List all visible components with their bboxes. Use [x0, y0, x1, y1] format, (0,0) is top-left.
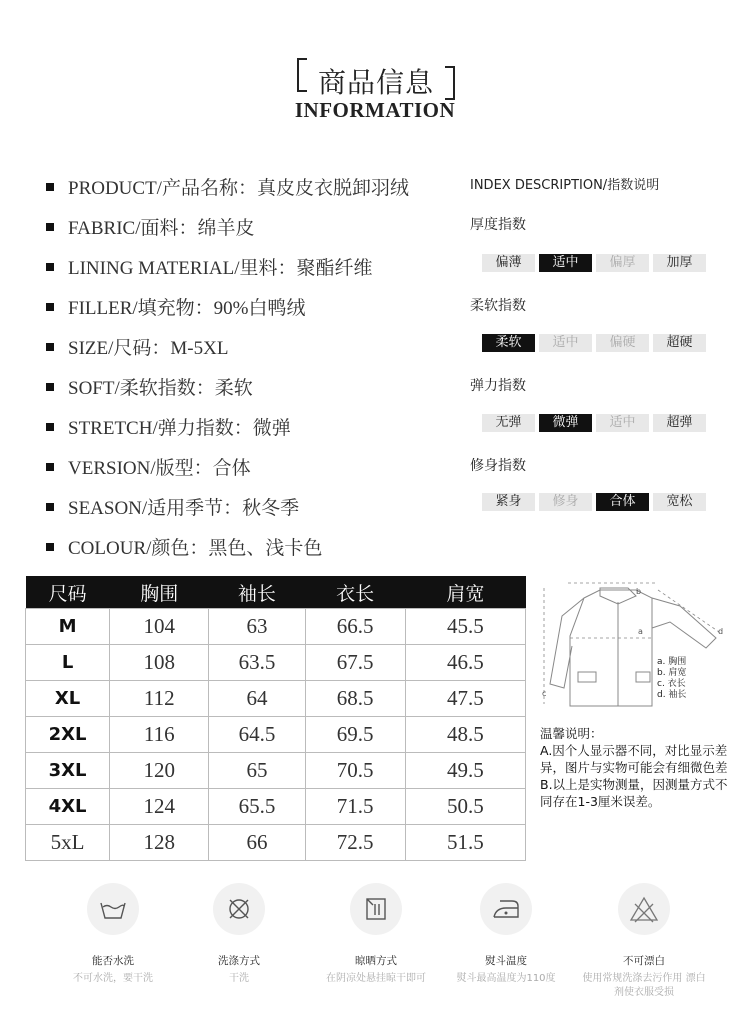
care-name: 不可漂白 — [623, 955, 665, 967]
info-colour: COLOUR/颜色：黑色、浅卡色 — [46, 533, 322, 560]
bullet-icon — [46, 183, 54, 191]
info-soft: SOFT/柔软指数：柔软 — [46, 373, 253, 400]
column-header: 袖长 — [209, 576, 305, 609]
table-cell: L — [26, 645, 110, 681]
column-header: 尺码 — [26, 576, 110, 609]
diagram-label-d: d — [718, 627, 724, 636]
table-cell: 124 — [110, 789, 209, 825]
table-cell: XL — [26, 681, 110, 717]
scale-option: 偏硬 — [596, 334, 649, 352]
scale-option: 适中 — [596, 414, 649, 432]
care-desc: 熨斗最高温度为110度 — [456, 973, 556, 984]
table-cell: 128 — [110, 825, 209, 861]
size-table — [25, 576, 526, 861]
legend-item: d. 袖长 — [657, 690, 687, 700]
hand-wash-icon — [87, 883, 139, 935]
table-cell: 63 — [209, 609, 305, 645]
table-cell: 104 — [110, 609, 209, 645]
scale-option: 无弹 — [482, 414, 535, 432]
notes — [540, 725, 732, 810]
scale-option: 加厚 — [653, 254, 706, 272]
column-header: 衣长 — [305, 576, 405, 609]
index-scale-softness — [482, 334, 706, 352]
column-header: 胸围 — [110, 576, 209, 609]
table-cell: 70.5 — [305, 753, 405, 789]
table-row — [26, 609, 526, 645]
table-row — [26, 753, 526, 789]
care-item-dry — [311, 883, 441, 986]
index-title-fit: 修身指数 — [470, 458, 526, 474]
index-heading: INDEX DESCRIPTION/指数说明 — [470, 178, 660, 193]
table-cell: 67.5 — [305, 645, 405, 681]
table-cell: 3XL — [26, 753, 110, 789]
table-cell: 108 — [110, 645, 209, 681]
index-title-stretch: 弹力指数 — [470, 378, 526, 394]
scale-option-selected: 适中 — [539, 254, 592, 272]
care-name: 能否水洗 — [92, 955, 134, 967]
table-row — [26, 717, 526, 753]
notes-title: 温馨说明： — [540, 726, 603, 741]
table-cell: 72.5 — [305, 825, 405, 861]
jacket-measurement-diagram — [540, 576, 730, 716]
info-version: VERSION/版型：合体 — [46, 453, 251, 480]
table-cell: 66.5 — [305, 609, 405, 645]
section-title — [297, 58, 455, 98]
table-row — [26, 645, 526, 681]
care-desc: 不可水洗，要干洗 — [73, 973, 153, 984]
table-cell: 51.5 — [405, 825, 525, 861]
care-item-bleach — [579, 883, 709, 1000]
table-cell: 50.5 — [405, 789, 525, 825]
table-header-row — [26, 576, 526, 609]
scale-option-selected: 柔软 — [482, 334, 535, 352]
legend-item: c. 衣长 — [657, 679, 686, 689]
title-cn: 商品信息 — [317, 66, 434, 99]
table-cell: 66 — [209, 825, 305, 861]
care-desc: 干洗 — [229, 973, 249, 984]
bullet-icon — [46, 343, 54, 351]
bullet-icon — [46, 543, 54, 551]
table-cell: 47.5 — [405, 681, 525, 717]
bullet-icon — [46, 383, 54, 391]
info-size: SIZE/尺码：M-5XL — [46, 333, 228, 360]
table-cell: 4XL — [26, 789, 110, 825]
table-cell: M — [26, 609, 110, 645]
info-filler: FILLER/填充物：90%白鸭绒 — [46, 293, 306, 320]
no-wash-icon — [213, 883, 265, 935]
scale-option-selected: 微弹 — [539, 414, 592, 432]
table-cell: 45.5 — [405, 609, 525, 645]
table-cell: 112 — [110, 681, 209, 717]
shade-dry-icon — [350, 883, 402, 935]
table-cell: 49.5 — [405, 753, 525, 789]
table-cell: 65 — [209, 753, 305, 789]
bullet-icon — [46, 223, 54, 231]
index-title-thickness: 厚度指数 — [470, 217, 526, 233]
care-name: 晾晒方式 — [355, 955, 397, 967]
care-name: 洗涤方式 — [218, 955, 260, 967]
care-item-wash — [48, 883, 178, 986]
table-cell: 2XL — [26, 717, 110, 753]
notes-a: A.因个人显示器不同，对比显示差异，图片与实物可能会有细微色差 — [540, 743, 728, 775]
scale-option: 超弹 — [653, 414, 706, 432]
info-fabric: FABRIC/面料：绵羊皮 — [46, 213, 255, 240]
scale-option: 紧身 — [482, 493, 535, 511]
title-en: INFORMATION — [294, 98, 456, 122]
table-cell: 65.5 — [209, 789, 305, 825]
care-desc: 使用常规洗涤去污作用 漂白剂使衣服受损 — [582, 973, 706, 998]
info-stretch: STRETCH/弹力指数：微弹 — [46, 413, 291, 440]
index-scale-stretch — [482, 414, 706, 432]
scale-option: 宽松 — [653, 493, 706, 511]
scale-option: 超硬 — [653, 334, 706, 352]
column-header: 肩宽 — [405, 576, 525, 609]
table-cell: 5xL — [26, 825, 110, 861]
diagram-label-c: c — [542, 689, 547, 698]
bullet-icon — [46, 503, 54, 511]
care-desc: 在阴凉处悬挂晾干即可 — [326, 973, 426, 984]
table-cell: 48.5 — [405, 717, 525, 753]
bullet-icon — [46, 423, 54, 431]
scale-option: 适中 — [539, 334, 592, 352]
table-cell: 46.5 — [405, 645, 525, 681]
scale-option-selected: 合体 — [596, 493, 649, 511]
care-item-method — [174, 883, 304, 986]
index-scale-thickness — [482, 254, 706, 272]
table-cell: 64 — [209, 681, 305, 717]
info-product: PRODUCT/产品名称：真皮皮衣脱卸羽绒 — [46, 173, 409, 200]
care-name: 熨斗温度 — [485, 955, 527, 967]
info-lining: LINING MATERIAL/里料：聚酯纤维 — [46, 253, 373, 280]
scale-option: 偏薄 — [482, 254, 535, 272]
table-cell: 120 — [110, 753, 209, 789]
scale-option: 修身 — [539, 493, 592, 511]
table-cell: 71.5 — [305, 789, 405, 825]
index-scale-fit — [482, 493, 706, 511]
table-cell: 68.5 — [305, 681, 405, 717]
diagram-label-a: a — [638, 627, 643, 636]
bullet-icon — [46, 263, 54, 271]
care-item-iron — [441, 883, 571, 986]
bullet-icon — [46, 303, 54, 311]
table-cell: 64.5 — [209, 717, 305, 753]
bullet-icon — [46, 463, 54, 471]
table-cell: 116 — [110, 717, 209, 753]
legend-item: b. 肩宽 — [657, 668, 687, 678]
table-row — [26, 789, 526, 825]
diagram-label-b: b — [636, 587, 642, 596]
index-title-softness: 柔软指数 — [470, 298, 526, 314]
table-row — [26, 825, 526, 861]
no-bleach-icon — [618, 883, 670, 935]
table-row — [26, 681, 526, 717]
notes-b: B.以上是实物测量，因测量方式不同存在1-3厘米误差。 — [540, 777, 728, 809]
iron-icon — [480, 883, 532, 935]
table-cell: 69.5 — [305, 717, 405, 753]
diagram-legend — [657, 657, 686, 701]
scale-option: 偏厚 — [596, 254, 649, 272]
info-season: SEASON/适用季节：秋冬季 — [46, 493, 299, 520]
legend-item: a. 胸围 — [657, 657, 687, 667]
table-cell: 63.5 — [209, 645, 305, 681]
